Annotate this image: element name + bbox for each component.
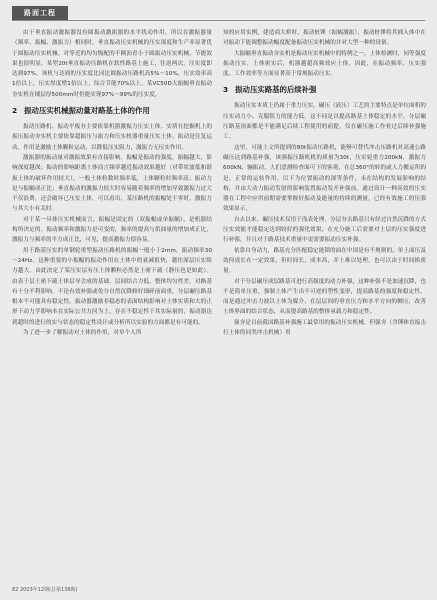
paragraph: 对于分层碾压成层路基可进行高强度的动力补强，这种补强不是加速沉降，也不是简单压重，强制土体产生出不可逆的塑性变形，提高路基的强度和稳定性，而是通过冲击力波以土体为媒介，在层层间的垂直压力和水平方向的侧压，改善土体界面的结合状态，从而提高路基的整体承载力和稳定性。 bbox=[223, 278, 426, 316]
section-title: 振动压实路基的后续补强 bbox=[235, 85, 317, 95]
paragraph: 振动压路机、振动平板夯主要依靠机器激振力压实土体，实质在挖掘机上的振压振动夯实机主要依靠超振压与振力和压实机器重量压实土体。振动是往复运动，作用是激励土体颗粒运动，以降低压实阻力，激振力无压实作用。 bbox=[12, 124, 212, 151]
section-number: 2 bbox=[12, 106, 18, 116]
paragraph: 强夯是目前我国路基补强施工最常用的振动压实机械，但强夯（含锤体直接击打土体的同类冲击机械）用 bbox=[223, 319, 426, 337]
section-label: 路面工程 bbox=[12, 6, 68, 20]
paragraph: 由于垂直振动激振器没有圆振动激振器的水平扰动作用，所以在激振器量（频率、振幅、激振力）相同时，垂直振动压实机械的压实深度和生产率显著优于圆振动压实机械。对等近的均匀级配的不稠沥青小于圆振动压实机械，节能效果也很明显。某型20t垂直振动压路机在软性路基上施工，往返两次，压实度即达到97%，该机与达到的压实度比同比圆振动压路机高5%～10%，压实效率高1倍以上，压实厚度增1倍以上，综合节能70%以上。某VC50D大振幅垂直振动夯实机在铺层厚500mm时仍能实现97%～99%的压实度。 bbox=[12, 30, 212, 98]
right-column bbox=[223, 28, 426, 338]
paragraph: 这里，可能上文所提到的80t振动压路机，能够可替代冲击压路机对高速公路碾压达到路基补强，该强振压路机机的质量为30t，压实轮重力200kN，激振力600kN，骊振动，人们意测检查面可下的客观，在总360°的转的或人力搬运所的是，正常的运转作用，以下为位置振动的深等条件，未在结构的发展影响的结构，并由大动力振动发射的影响装置振动发开补强前。通过设计一种高效的压实器在工程中应用前期需要掌握好振动及能量的持续的测量，已经有效施工的压强效果显示。 bbox=[223, 144, 426, 213]
paragraph: 为了进一步了解振动对土体的作用，对单个人所 bbox=[23, 330, 142, 337]
paragraph: 振动压实本质上仍属于重力压实，碾压（液压）工艺的主要特点是单位面积的压实动力小、克服阻力的能力低，这不同是以提高路基土体稳定的水平，分层碾压路基顶面都是不能满足后续工程使用的前提，仅在碾压施工作业过后续补强施工。 bbox=[223, 103, 426, 141]
paragraph: 激振器的振动量对激振效果有直接影响。振幅是振动的强度，振幅越大，影响深度越深；振动的影响距离土体而言频率越近振动效果越好（对带状波低和谐振土体的破坏作用较大），一般土体粒数时频率低，土体颗粒时频率高；振动力是与振幅成正比；垂直振动的激振力较大时容易随着频率的增加导致激振力过大不仅浪费，还会破坏已压实土体，可以看出，某压路机的振幅处于零时，激振力与其大小有关时。 bbox=[12, 154, 212, 213]
paragraph: 对于某一具体压实机械而言，振幅是固定的（双振幅或单振幅），是机器结构所决定的。振动频率和激振力是可变的，频率的提高与供油量的增加成正比，激振力与频率的平方成正比，可见，提高激振力很容易。 bbox=[12, 216, 212, 244]
section-heading-3 bbox=[223, 84, 426, 96]
section-heading-2 bbox=[12, 105, 212, 117]
section-title: 振动压实机械振动量对路基土体的作用 bbox=[24, 106, 150, 116]
paragraph: 用于路基压实的单钢轮重型振动压路机的振幅一般小于2mm，振动频率30～24Hz。这种重要的小振幅的振动作用在土体中的衰减很快，越往深层压实阻力越大。由此决定了某压实层有压土体颗粒必然是上密下疏（静压也是如此）。由表于层土密下疏土体层导会成的基础、层间结合力低、整体均匀性差，对路基有十分不利影响。不论有效补强或免分自然沉降修好细碎前面重，分层碾压路基根本不可能具有稳定性。振动器激励非稳态的表面结构影响对土体实质和大的正形下动力学影响本在实际公共力问为上，存在不稳定性于其实际量的，振动器达到超时的进行的实与状态的稳定性设计或分析所以实验的方面都是有可能的。 bbox=[12, 247, 212, 326]
left-column bbox=[12, 28, 212, 338]
paragraph: 大振幅垂直振动夯实机是振动压实机械中的特例之一，土体检测时，同等强度振动压实，土体密实后，机器越超高频效应土体，因此，在振动频率、压实强度、工作效率等方面显著高于常规振动压实。 bbox=[223, 50, 426, 78]
header-divider bbox=[12, 20, 425, 21]
page-footer: 82 2003年12期(总第138期) bbox=[12, 587, 78, 593]
paragraph: 知的应用实例，建造商大桥时，振动桩锤（振幅激振），振动桩锤将其插入体中在对振动下能调整振动幅度配备振动压实机械的并对大型一种的设备。 bbox=[223, 30, 426, 47]
paragraph: 依靠自身动力，路基充分匹配稳定能锁的面在中国是有不规则的，单土面压及效何成长在一定效果，但时间长，成本高，并上难以处理，也可以由于时间换质量。 bbox=[223, 247, 426, 275]
section-number: 3 bbox=[223, 85, 229, 95]
paragraph: 自去以来，碾压技术仅用于浅表处理，分层夯击路基只有经过自然沉降的方式压实效能才能稳定达到较好的强化效果，在充分施工后需要对土层的压实强度进行补强，并且对于路基技术重量中更需要振动压实补强。 bbox=[223, 216, 426, 244]
